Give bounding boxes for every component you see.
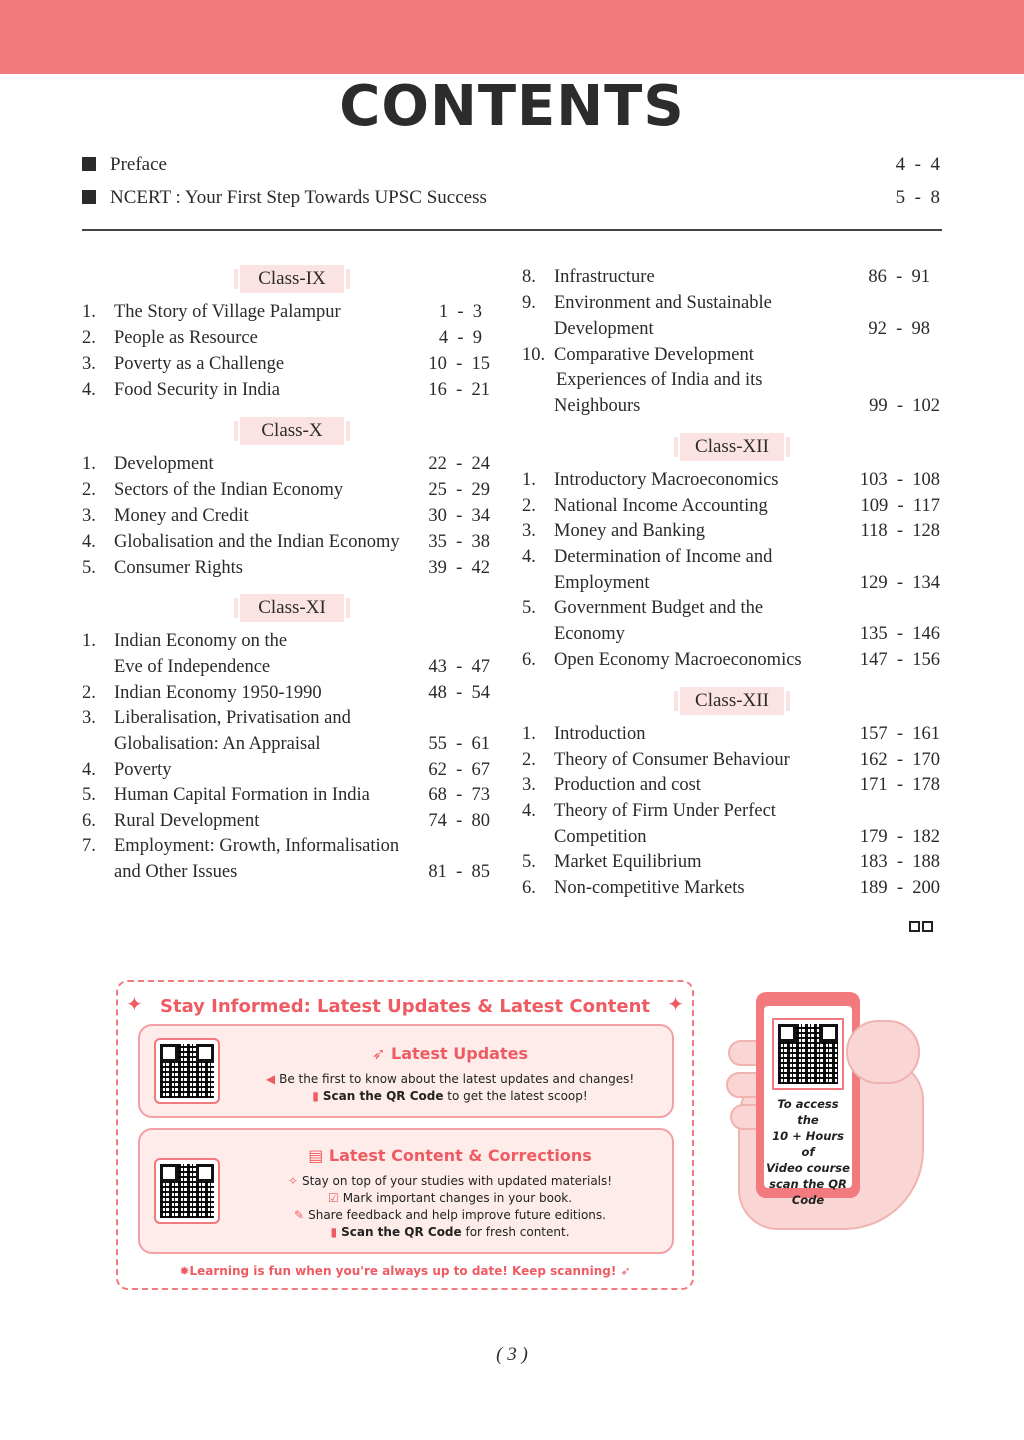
entry-number: 3. [82,506,96,526]
entry-number: 9. [522,293,536,313]
entry-number: 5. [522,852,536,872]
toc-entry[interactable] [522,798,940,824]
entry-pages: 171 - 178 [859,775,940,795]
entry-pages: 92 - 98 [868,319,930,339]
toc-entry[interactable] [82,351,490,377]
toc-entry-cont[interactable] [522,570,940,596]
entry-title: Infrastructure [554,267,655,287]
entry-title: Poverty [114,760,172,780]
toc-entry-cont[interactable] [522,621,940,647]
content-line: ☑ Mark important changes in your book. [327,1191,573,1205]
content-heading: ▤ Latest Content & Corrections [308,1146,592,1165]
toc-entry[interactable] [82,757,490,783]
preface-entry[interactable] [82,154,940,180]
toc-entry[interactable] [82,477,490,503]
entry-title: Introduction [554,724,646,744]
bullet-square-icon [82,157,96,171]
toc-entry[interactable] [522,875,940,901]
toc-entry[interactable] [82,680,490,706]
entry-pages: 162 - 170 [859,750,940,770]
sparkle-icon: ✧ [287,1174,298,1188]
entry-pages: 35 - 38 [428,532,490,552]
entry-pages: 183 - 188 [859,852,940,872]
toc-entry-cont[interactable] [82,654,490,680]
entry-title-cont: Employment [554,573,650,593]
entry-title: Theory of Consumer Behaviour [554,750,790,770]
toc-entry[interactable] [522,467,940,493]
entry-number: 4. [82,380,96,400]
entry-number: 1. [82,454,96,474]
party-popper-icon: ✦ [126,992,143,1016]
entry-title-cont: Neighbours [554,396,641,416]
toc-entry[interactable] [82,503,490,529]
entry-number: 2. [522,496,536,516]
toc-entry[interactable] [82,299,482,325]
updates-card [138,1024,674,1118]
entry-pages: 43 - 47 [428,657,490,677]
content-line: ▮ Scan the QR Code for fresh content. [330,1225,570,1239]
entry-pages: 39 - 42 [428,558,490,578]
entry-pages: 4 - 4 [895,154,940,175]
entry-pages: 68 - 73 [428,785,490,805]
toc-entry[interactable] [82,782,490,808]
entry-title: Consumer Rights [114,558,243,578]
updates-heading: ➶ Latest Updates [372,1044,528,1063]
entry-number: 3. [522,775,536,795]
entry-title-cont: Eve of Independence [114,657,271,677]
entry-number: 5. [82,785,96,805]
entry-title: Money and Banking [554,521,706,541]
party-popper-icon: ✦ [667,992,684,1016]
entry-pages: 103 - 108 [859,470,940,490]
entry-title: Environment and Sustainable [554,293,772,313]
entry-title: Production and cost [554,775,701,795]
toc-entry[interactable] [82,555,490,581]
entry-number: 1. [522,724,536,744]
entry-title: Comparative Development [554,345,754,365]
phone-illustration [728,990,928,1230]
entry-title-cont: Competition [554,827,647,847]
entry-pages: 30 - 34 [428,506,490,526]
entry-pages: 16 - 21 [428,380,490,400]
toc-entry-cont[interactable] [522,316,930,342]
updates-line: ◀ Be the first to know about the latest updates and changes! [265,1072,635,1086]
qr-code[interactable] [772,1018,844,1090]
entry-title-cont: Development [554,319,654,339]
promo-title: Stay Informed: Latest Updates & Latest Content [160,996,650,1017]
entry-title: Non-competitive Markets [554,878,745,898]
entry-title: Globalisation and the Indian Economy [114,532,400,552]
entry-pages: 189 - 200 [859,878,940,898]
entry-title: Introductory Macroeconomics [554,470,779,490]
entry-title: Indian Economy on the [114,631,288,651]
toc-entry[interactable] [522,772,940,798]
rocket-icon: ➶ [372,1044,392,1063]
entry-pages: 109 - 117 [860,496,940,516]
books-icon: ▤ [308,1146,329,1165]
phone-icon: ▮ [330,1225,338,1239]
entry-title: Preface [110,154,167,175]
toc-entry[interactable] [82,808,490,834]
entry-number: 8. [522,267,536,287]
entry-number: 7. [82,836,96,856]
toc-entry[interactable] [522,747,940,773]
entry-pages: 4 - 9 [438,328,482,348]
qr-code[interactable] [154,1038,220,1104]
entry-title-cont: Globalisation: An Appraisal [114,734,321,754]
entry-number: 3. [82,708,96,728]
toc-entry[interactable] [522,290,930,316]
entry-number: 6. [522,650,536,670]
phone-screen [764,1006,852,1207]
entry-number: 2. [82,480,96,500]
class-xii-heading: Class-XII [680,433,784,461]
page-number: ( 3 ) [496,1344,528,1365]
entry-title: Market Equilibrium [554,852,702,872]
entry-number: 6. [522,878,536,898]
toc-entry[interactable] [82,377,490,403]
entry-title: Rural Development [114,811,260,831]
rocket-icon: ➶ [616,1264,631,1278]
entry-number: 5. [522,598,536,618]
entry-number: 1. [82,302,96,322]
megaphone-icon: ◀ [265,1072,276,1086]
entry-pages: 129 - 134 [859,573,940,593]
entry-pages: 48 - 54 [428,683,490,703]
class-xii-heading: Class-XII [680,687,784,715]
entry-pages: 99 - 102 [869,396,940,416]
entry-title: Employment: Growth, Informalisation [114,836,400,856]
entry-title: Government Budget and the [554,598,764,618]
entry-number: 4. [522,801,536,821]
toc-entry[interactable] [82,628,490,654]
toc-entry[interactable] [82,529,490,555]
header-band [0,0,1024,74]
promo-box [116,980,694,1290]
entry-pages: 135 - 146 [859,624,940,644]
class-x-heading: Class-X [240,417,344,445]
qr-code[interactable] [154,1158,220,1224]
entry-title: Indian Economy 1950-1990 [114,683,322,703]
entry-title: Open Economy Macroeconomics [554,650,802,670]
entry-pages: 81 - 85 [428,862,490,882]
toc-entry[interactable] [82,833,490,859]
entry-pages: 86 - 91 [868,267,930,287]
class-xi-heading: Class-XI [240,594,344,622]
entry-pages: 5 - 8 [895,187,940,208]
toc-entry[interactable] [522,518,940,544]
thumb [846,1020,920,1084]
entry-number: 6. [82,811,96,831]
toc-entry[interactable] [82,451,490,477]
toc-entry[interactable] [522,493,940,519]
updates-line: ▮ Scan the QR Code to get the latest scoop! [312,1089,588,1103]
entry-pages: 179 - 182 [859,827,940,847]
entry-number: 1. [522,470,536,490]
promo-footer: ✹Learning is fun when you're always up to date! Keep scanning! ➶ [179,1264,631,1278]
entry-number: 10. [522,345,546,365]
entry-title-cont: Economy [554,624,625,644]
toc-entry[interactable] [522,721,940,747]
entry-number: 4. [82,532,96,552]
toc-entry[interactable] [82,325,482,351]
entry-title-cont: Experiences of India and its [556,370,763,390]
bullet-square-icon [82,190,96,204]
entry-pages: 147 - 156 [859,650,940,670]
content-line: ✧ Stay on top of your studies with updated materials! [287,1174,613,1188]
entry-number: 4. [522,547,536,567]
entry-pages: 25 - 29 [428,480,490,500]
video-course-text: To access the 10 + Hours of Video course scan the QR Code [766,1097,850,1207]
entry-pages: 55 - 61 [428,734,490,754]
entry-title-cont: and Other Issues [114,862,238,882]
toc-entry[interactable] [522,595,940,621]
entry-title: People as Resource [114,328,258,348]
content-card [138,1128,674,1254]
entry-title: NCERT : Your First Step Towards UPSC Success [110,187,487,208]
page-title: CONTENTS [339,74,685,139]
toc-entry[interactable] [522,264,930,290]
entry-number: 3. [522,521,536,541]
toc-entry-cont[interactable] [522,824,940,850]
toc-entry[interactable] [522,544,940,570]
ncert-entry[interactable] [82,187,940,213]
entry-number: 1. [82,631,96,651]
entry-number: 5. [82,558,96,578]
toc-entry[interactable] [82,705,490,731]
entry-title: Theory of Firm Under Perfect [554,801,776,821]
toc-entry-cont[interactable] [82,731,490,757]
entry-title: Human Capital Formation in India [114,785,370,805]
class-ix-heading: Class-IX [240,265,344,293]
entry-pages: 74 - 80 [428,811,490,831]
entry-title: Determination of Income and [554,547,773,567]
entry-title: National Income Accounting [554,496,768,516]
entry-number: 2. [82,683,96,703]
toc-entry-cont[interactable] [522,393,940,419]
lightbulb-icon: ✹ [179,1264,190,1278]
entry-title: Poverty as a Challenge [114,354,285,374]
entry-title: Sectors of the Indian Economy [114,480,344,500]
toc-entry-cont[interactable] [82,859,490,885]
entry-title: Liberalisation, Privatisation and [114,708,351,728]
entry-pages: 10 - 15 [428,354,490,374]
entry-title: Food Security in India [114,380,280,400]
toc-entry[interactable] [522,849,940,875]
entry-pages: 22 - 24 [428,454,490,474]
toc-entry[interactable] [522,647,940,673]
entry-title: Money and Credit [114,506,249,526]
entry-pages: 62 - 67 [428,760,490,780]
toc-entry[interactable] [522,342,940,368]
entry-pages: 1 - 3 [438,302,482,322]
entry-number: 3. [82,354,96,374]
phone-icon: ▮ [312,1089,319,1103]
entry-number: 2. [522,750,536,770]
entry-number: 2. [82,328,96,348]
checkbox-icon: ☑ [327,1191,339,1205]
toc-entry-cont[interactable] [522,367,940,393]
entry-title: The Story of Village Palampur [114,302,341,322]
entry-pages: 157 - 161 [859,724,940,744]
phone [756,992,860,1207]
feedback-icon: ✎ [294,1208,305,1222]
entry-pages: 118 - 128 [860,521,940,541]
content-line: ✎ Share feedback and help improve future editions. [294,1208,606,1222]
divider [82,229,942,231]
entry-title: Development [114,454,214,474]
entry-number: 4. [82,760,96,780]
end-marker-icon [909,917,935,936]
